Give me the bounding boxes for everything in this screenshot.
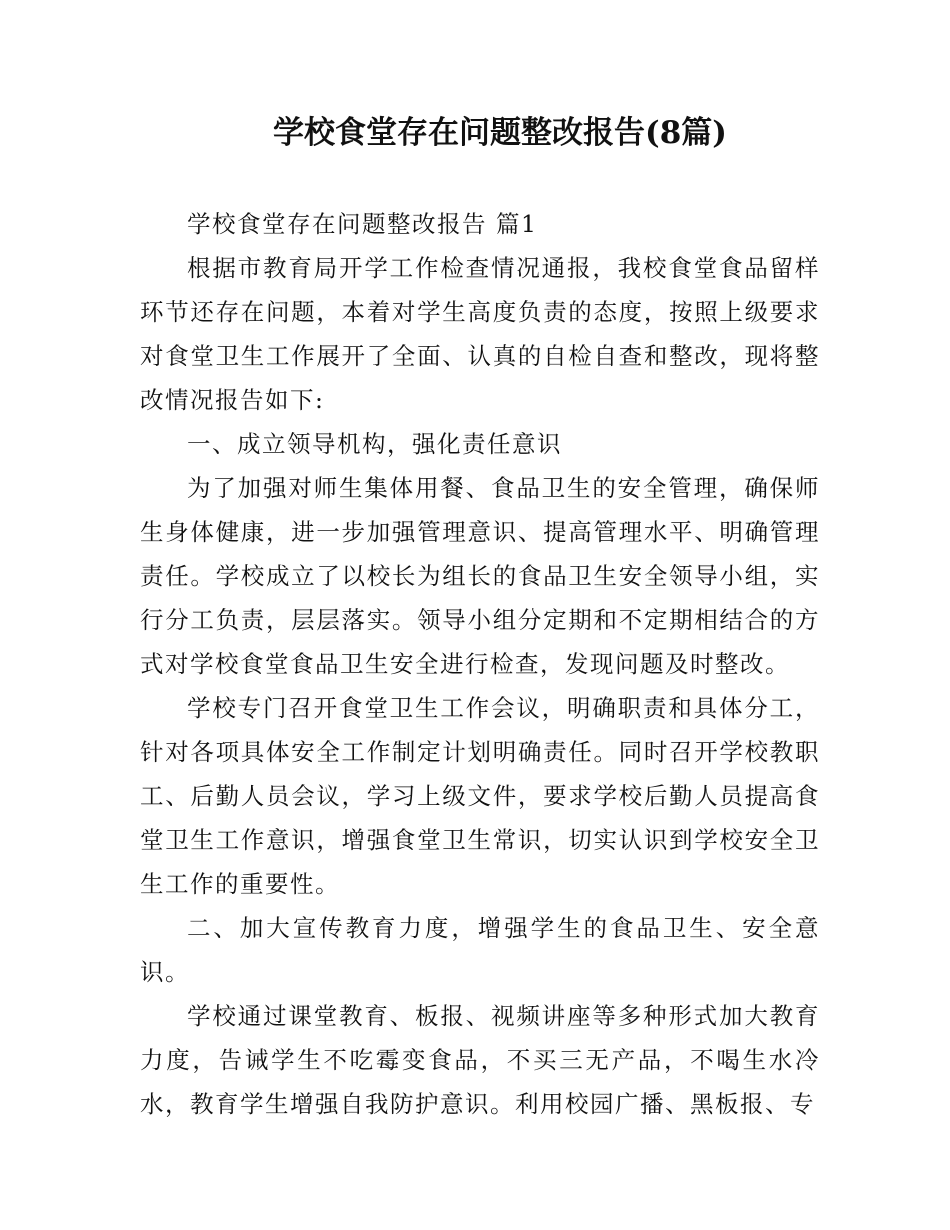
section-heading-piece-1: 学校食堂存在问题整改报告 篇1 bbox=[187, 210, 538, 238]
paragraph-meeting: 学校专门召开食堂卫生工作会议，明确职责和具体分工，针对各项具体安全工作制定计划明确责任。同时召开学校教职工、后勤人员会议，学习上级文件，要求学校后勤人员提高食堂卫生工作意识，增强食堂卫生常识，切实认识到学校安全卫生工作的重要性。 bbox=[140, 694, 820, 898]
paragraph-education: 学校通过课堂教育、板报、视频讲座等多种形式加大教育力度，告诫学生不吃霉变食品，不买三无产品，不喝生水冷水，教育学生增强自我防护意识。利用校园广播、黑板报、专 bbox=[140, 1002, 820, 1118]
section-heading-2: 二、加大宣传教育力度，增强学生的食品卫生、安全意识。 bbox=[140, 914, 820, 986]
paragraph-intro: 根据市教育局开学工作检查情况通报，我校食堂食品留样环节还存在问题，本着对学生高度负责的态度，按照上级要求对食堂卫生工作展开了全面、认真的自检自查和整改，现将整改情况报告如下: bbox=[140, 254, 820, 414]
document-body bbox=[140, 202, 820, 1126]
document-title: 学校食堂存在问题整改报告(8篇) bbox=[273, 115, 727, 151]
section-heading-1: 一、成立领导机构，强化责任意识 bbox=[187, 430, 562, 458]
paragraph-leadership: 为了加强对师生集体用餐、食品卫生的安全管理，确保师生身体健康，进一步加强管理意识、提高管理水平、明确管理责任。学校成立了以校长为组长的食品卫生安全领导小组，实行分工负责，层层落实。领导小组分定期和不定期相结合的方式对学校食堂食品卫生安全进行检查，发现问题及时整改。 bbox=[140, 474, 820, 678]
